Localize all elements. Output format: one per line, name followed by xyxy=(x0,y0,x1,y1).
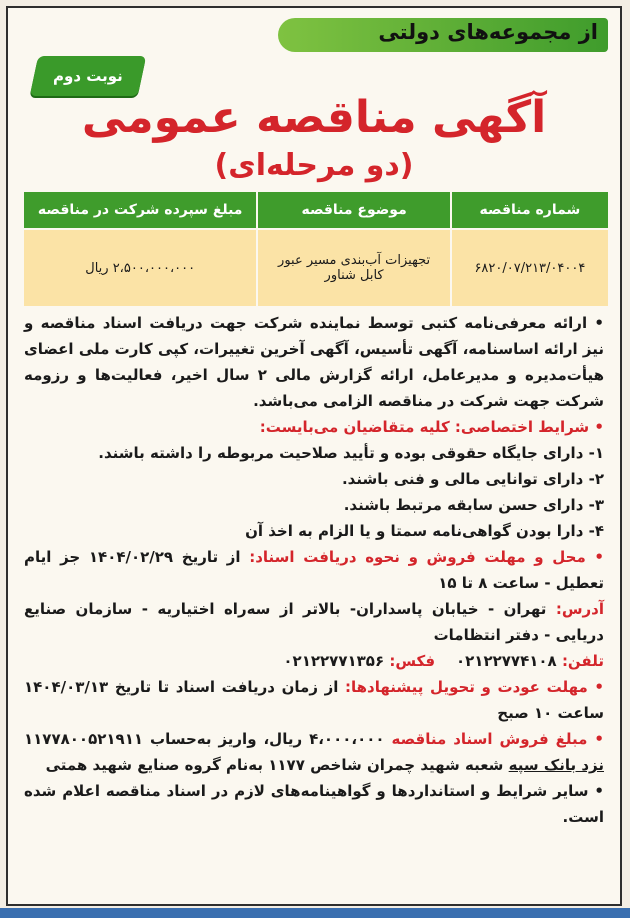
deadline-info xyxy=(24,674,604,726)
badge-label: نوبت دوم xyxy=(53,67,123,85)
condition-3: ۳- دارای حسن سابقه مرتبط باشند. xyxy=(343,496,604,514)
ad-header xyxy=(8,8,620,186)
sale-info xyxy=(24,544,604,596)
address-label: آدرس: xyxy=(555,600,604,618)
fee-info xyxy=(24,726,604,778)
ad-subtitle: (دو مرحله‌ای) xyxy=(214,148,414,183)
bottom-strip xyxy=(0,908,630,918)
other-conditions: • سایر شرایط و استانداردها و گواهینامه‌های لازم در اسناد مناقصه اعلام شده است. xyxy=(24,782,604,826)
tender-table xyxy=(22,190,610,308)
deadline-label: • مهلت عودت و تحویل پیشنهادها: xyxy=(345,678,604,696)
address xyxy=(24,596,604,648)
second-notice-badge xyxy=(30,56,147,96)
ad-frame xyxy=(6,6,622,906)
ad-title: آگهی مناقصه عمومی xyxy=(81,92,547,143)
condition-1: ۱- دارای جایگاه حقوقی بوده و تأیید صلاحیت مربوطه را داشته باشند. xyxy=(98,444,604,462)
table-header-row xyxy=(23,191,609,229)
address-text: تهران - خیابان پاسداران- بالاتر از سه‌راه اختیاریه - سازمان صنایع دریایی - دفتر انتظامات xyxy=(24,600,604,644)
contact xyxy=(24,648,604,674)
table-row xyxy=(23,229,609,307)
sale-text: از تاریخ ۱۴۰۴/۰۲/۲۹ جز ایام تعطیل - ساعت ۸ تا ۱۵ xyxy=(24,548,604,592)
deadline-text: از زمان دریافت اسناد تا تاریخ ۱۴۰۴/۰۳/۱۳ ساعت ۱۰ صبح xyxy=(24,678,604,722)
cell-deposit: ۲،۵۰۰،۰۰۰،۰۰۰ ریال xyxy=(23,229,257,307)
ad-body xyxy=(24,310,604,830)
tel-number: ۰۲۱۲۲۷۷۴۱۰۸ xyxy=(455,652,557,670)
org-label: از مجموعه‌های دولتی xyxy=(378,20,598,44)
fee-bank: نزد بانک سپه xyxy=(508,756,604,774)
conditions-title: • شرایط اختصاصی: کلیه متقاضیان می‌بایست: xyxy=(259,418,604,436)
fee-text: ۴،۰۰۰،۰۰۰ ریال، واریز به‌حساب ۱۱۷۷۸۰۰۵۲۱۹۱۱ xyxy=(24,730,392,748)
condition-2: ۲- دارای توانایی مالی و فنی باشند. xyxy=(341,470,604,488)
fax-label: فکس: xyxy=(389,652,436,670)
header-tender-number: شماره مناقصه xyxy=(451,191,609,229)
fax-number: ۰۲۱۲۲۷۷۱۳۵۶ xyxy=(283,652,385,670)
fee-text-2: شعبه شهید چمران شاخص ۱۱۷۷ به‌نام گروه صنایع شهید همتی xyxy=(45,756,509,774)
header-deposit: مبلغ سپرده شرکت در مناقصه xyxy=(23,191,257,229)
condition-4: ۴- دارا بودن گواهی‌نامه سمتا و یا الزام به اخذ آن xyxy=(245,522,604,540)
requirements-paragraph: • ارائه معرفی‌نامه کتبی توسط نماینده شرکت جهت دریافت اسناد مناقصه و نیز ارائه اساسنامه، آگهی تأسیس، آگهی آخرین تغییرات، کپی کارت ملی اعضای هیأت‌مدیره و مدیرعامل، ارائه گزارش مالی ۲ سال اخیر، فعالیت‌ها و رزومه شرکت جهت شرکت در مناقصه الزامی می‌باشد. xyxy=(24,314,604,410)
header-tender-subject: موضوع مناقصه xyxy=(257,191,450,229)
fee-label: • مبلغ فروش اسناد مناقصه xyxy=(391,730,604,748)
cell-tender-subject: تجهیزات آب‌بندی مسیر عبور کابل شناور xyxy=(257,229,450,307)
sale-label: • محل و مهلت فروش و نحوه دریافت اسناد: xyxy=(249,548,604,566)
cell-tender-number: ۶۸۲۰/۰۷/۲۱۳/۰۴۰۰۴ xyxy=(451,229,609,307)
tel-label: تلفن: xyxy=(561,652,604,670)
